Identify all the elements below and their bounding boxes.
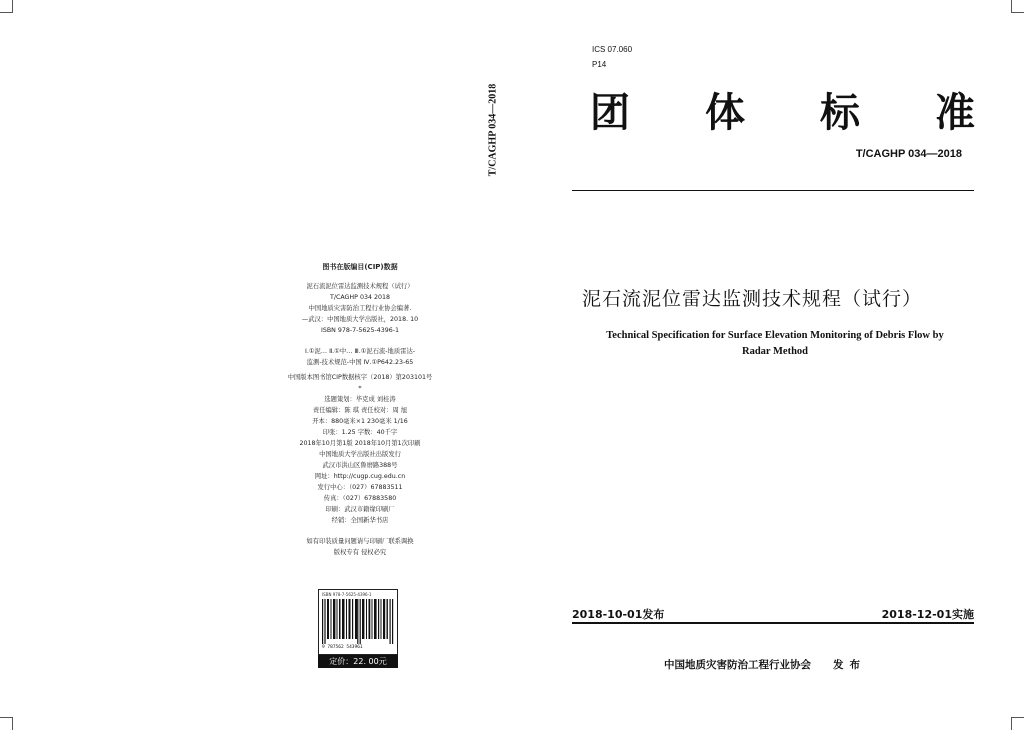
date-row	[572, 606, 974, 622]
ccs-code: P14	[592, 60, 607, 69]
standard-type-char: 标	[820, 90, 860, 136]
crop-mark-bottom-left	[0, 714, 16, 730]
cip-line: 泥石流泥位雷达监测技术规程（试行）	[306, 283, 414, 290]
barcode-isbn-text: ISBN 978-7-5625-4396-1	[322, 592, 372, 597]
notice-line: 版权专有 侵权必究	[333, 549, 387, 556]
english-title	[585, 328, 965, 360]
chinese-title: 泥石流泥位雷达监测技术规程（试行）	[582, 288, 923, 310]
cip-line: ISBN 978-7-5625-4396-1	[320, 327, 400, 334]
credit-line: 发行中心：（027）67883511	[317, 484, 403, 491]
cip-line: T/CAGHP 034 2018	[329, 294, 391, 301]
cip-block	[265, 262, 455, 558]
credit-line: 选题策划：毕克成 刘桂涛	[324, 396, 396, 403]
barcode-bars	[322, 599, 394, 644]
spine-code: T/CAGHP 034—2018	[487, 83, 499, 177]
ics-code: ICS 07.060	[592, 45, 633, 54]
standard-type-char: 体	[705, 90, 745, 136]
cip-line: 中国地质灾害防治工程行业协会编著.	[308, 305, 412, 312]
header-divider	[572, 190, 974, 191]
credit-line: 责任编辑：陈 琪 责任校对：周 旭	[312, 407, 408, 414]
footer-divider	[572, 622, 974, 624]
cip-line: —武汉：中国地质大学出版社，2018. 10	[301, 316, 419, 323]
credit-line: 网址：http://cugp.cug.edu.cn	[314, 473, 406, 480]
standard-type-char: 团	[590, 90, 630, 136]
standard-type-heading	[590, 86, 975, 140]
barcode-digits: 9 787562 543961	[322, 645, 363, 650]
credit-line: 2018年10月第1版 2018年10月第1次印刷	[299, 440, 421, 447]
standard-number: T/CAGHP 034—2018	[855, 148, 962, 160]
publish-action: 发布	[833, 659, 866, 671]
implementation-date: 2018-12-01实施	[881, 608, 974, 621]
credit-line: 经销：全国新华书店	[331, 517, 389, 524]
credit-line: 印刷：武汉市籍缘印刷厂	[325, 506, 395, 513]
crop-mark-bottom-right	[1008, 714, 1024, 730]
publisher-line	[664, 657, 866, 672]
english-title-line: Technical Specification for Surface Elevation Monitoring of Debris Flow by	[606, 330, 944, 341]
credit-line: 印张：1.25 字数：40千字	[322, 429, 398, 436]
classification-line: 监测-技术规范-中国 Ⅳ.①P642.23-65	[306, 359, 414, 366]
notice-line: 如有印装质量问题请与印刷厂联系调换	[306, 538, 414, 545]
crop-mark-top-right	[1008, 0, 1024, 16]
cip-record: 中国版本图书馆CIP数据核字（2018）第203101号	[287, 374, 433, 381]
credit-line: 武汉市洪山区鲁磨路388号	[322, 462, 398, 469]
credit-line: 开本：880毫米×1 230毫米 1/16	[312, 418, 408, 425]
standard-type-char: 准	[935, 90, 975, 136]
cip-title: 图书在版编目(CIP)数据	[322, 263, 398, 271]
publisher-name: 中国地质灾害防治工程行业协会	[664, 659, 811, 671]
isbn-barcode	[318, 589, 398, 669]
issue-date: 2018-10-01发布	[572, 608, 665, 621]
barcode-box	[318, 589, 398, 655]
english-title-line: Radar Method	[741, 346, 808, 357]
credit-line: 传真：（027）67883580	[323, 495, 397, 502]
spine	[483, 70, 503, 190]
classification-codes	[592, 42, 632, 72]
credit-line: 中国地质大学出版社出版发行	[319, 451, 401, 458]
crop-mark-top-left	[0, 0, 16, 16]
price-label: 定价：22. 00元	[318, 655, 398, 668]
separator-asterisk: *	[358, 385, 362, 392]
classification-line: Ⅰ.①泥… Ⅱ.①中… Ⅲ.①泥石流-地质雷达-	[304, 348, 416, 355]
